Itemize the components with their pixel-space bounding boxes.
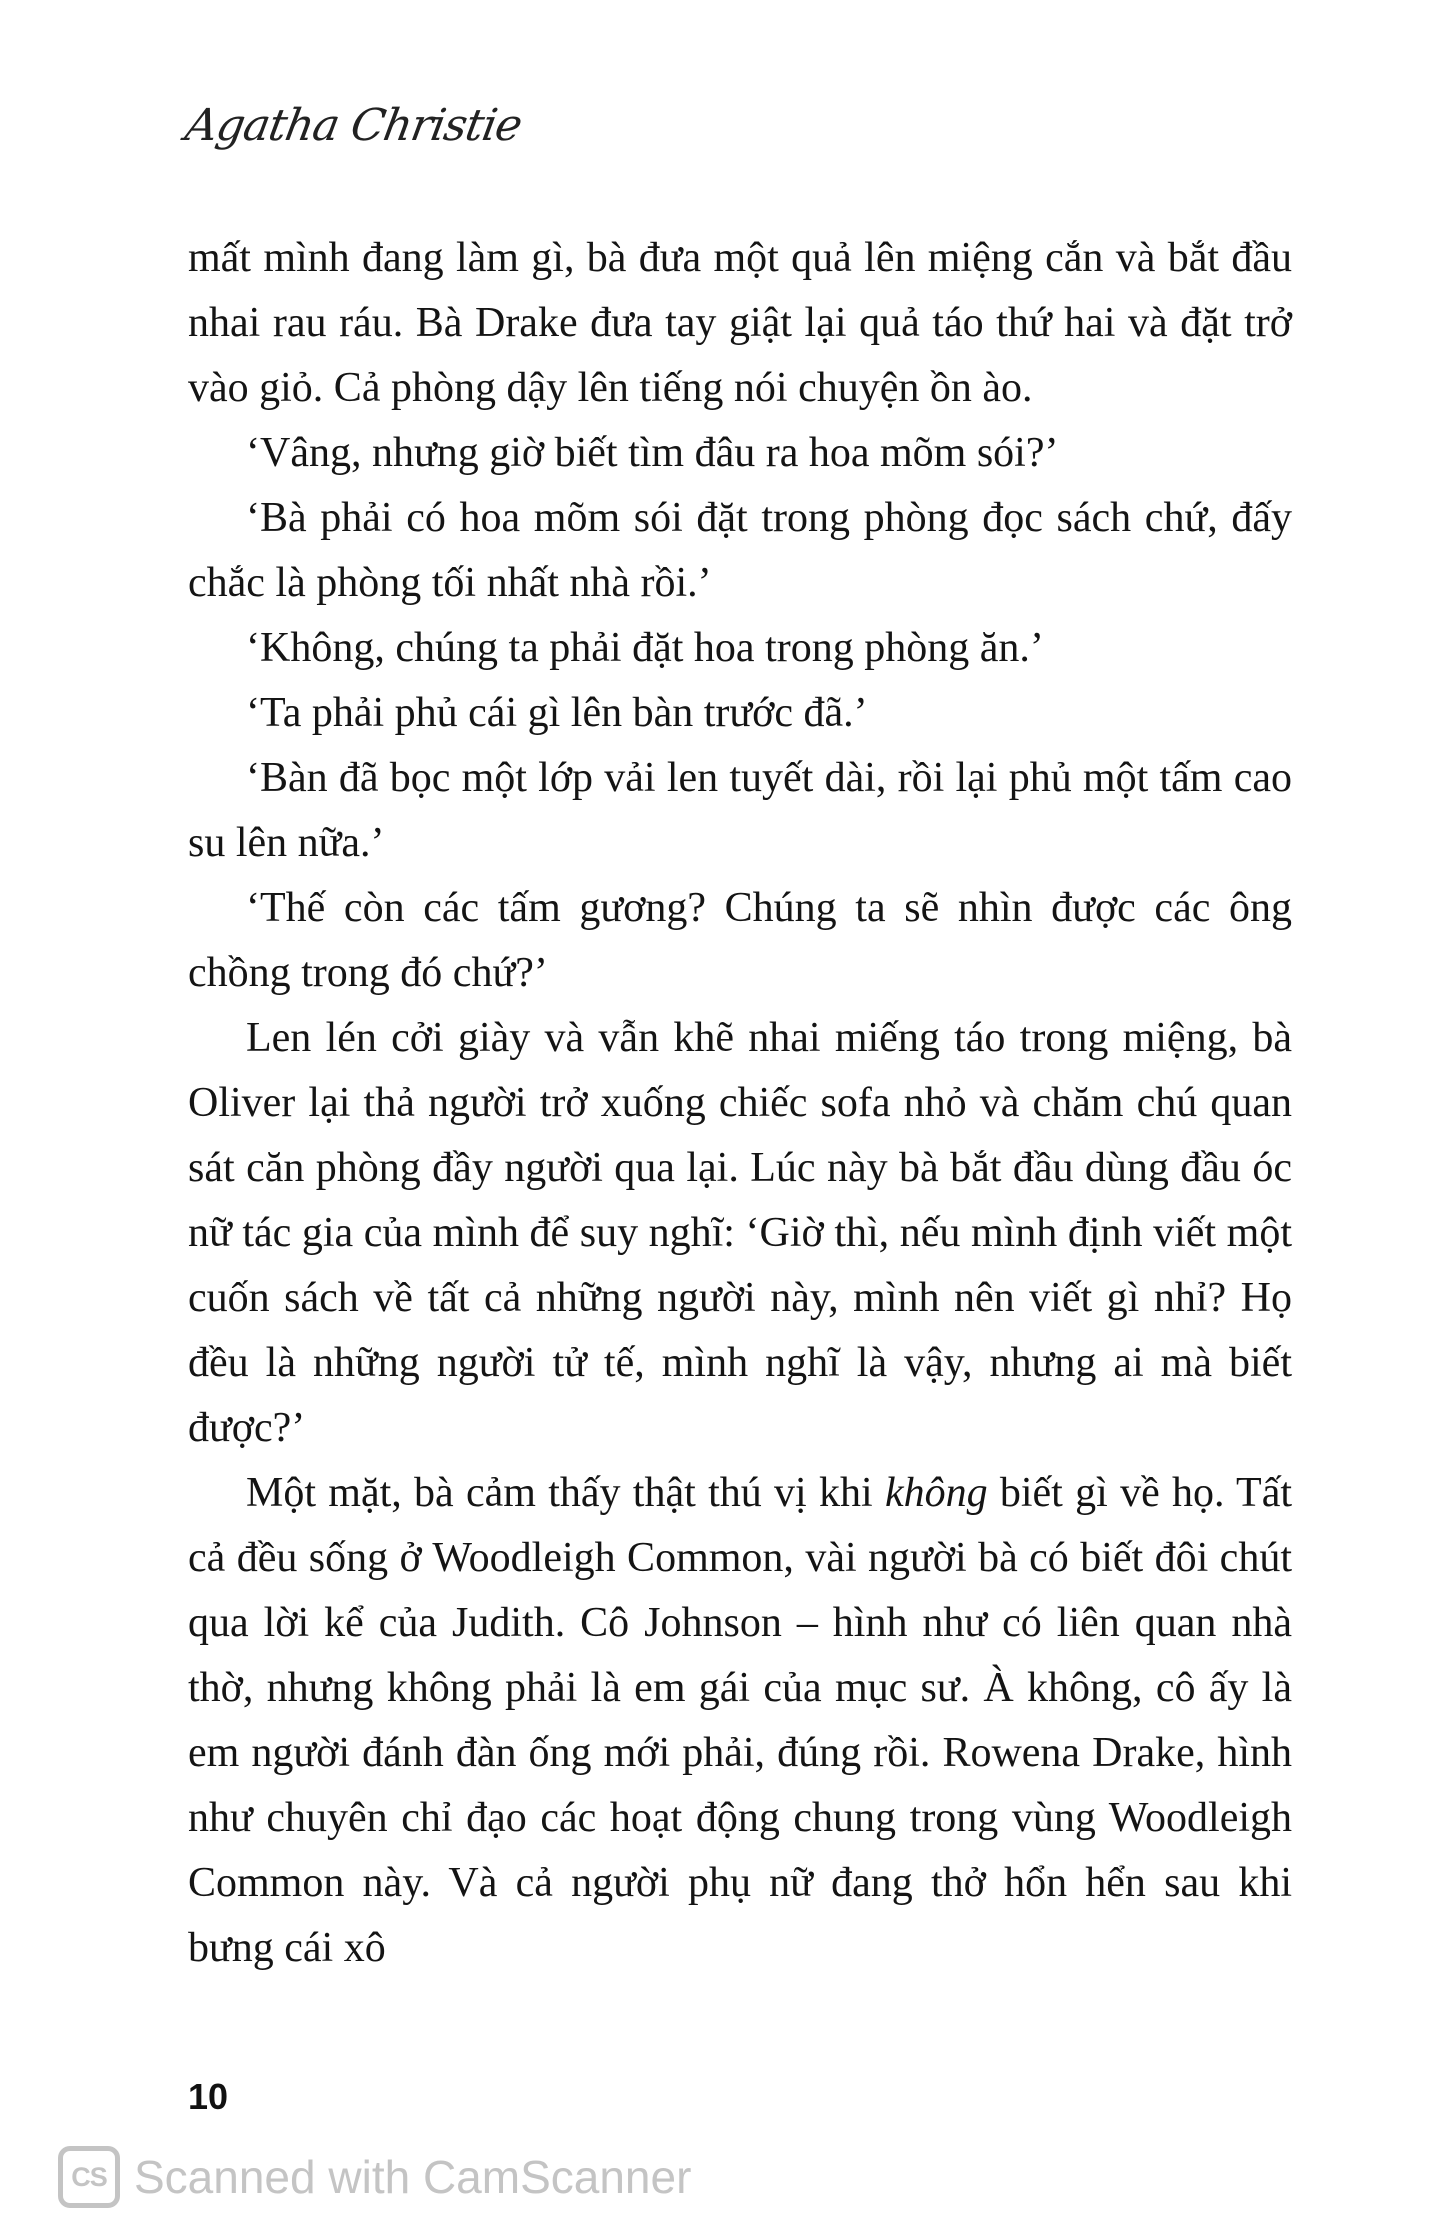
paragraph: ‘Bàn đã bọc một lớp vải len tuyết dài, rồi lại phủ một tấm cao su lên nữa.’ — [188, 755, 1292, 866]
paragraph: Len lén cởi giày và vẫn khẽ nhai miếng táo trong miệng, bà Oliver lại thả người trở xuống chiếc sofa nhỏ và chăm chú quan sát căn phòng đầy người qua lại. Lúc này bà bắt đầu dùng đầu óc nữ tác gia của mình để suy nghĩ: ‘Giờ thì, nếu mình định viết một cuốn sách về tất cả những người này, mình nên viết gì nhỉ? Họ đều là những người tử tế, mình nghĩ là vậy, nhưng ai mà biết được?’ — [188, 1015, 1292, 1451]
paragraph: ‘Không, chúng ta phải đặt hoa trong phòng ăn.’ — [246, 625, 1044, 671]
paragraph-text: Một mặt, bà cảm thấy thật thú vị khi — [246, 1470, 885, 1516]
paragraph — [188, 1461, 1292, 1981]
paragraph: mất mình đang làm gì, bà đưa một quả lên miệng cắn và bắt đầu nhai rau ráu. Bà Drake đưa tay giật lại quả táo thứ hai và đặt trở vào giỏ. Cả phòng dậy lên tiếng nói chuyện ồn ào. — [188, 235, 1292, 411]
italic-emphasis: không — [884, 1470, 988, 1516]
paragraph: ‘Vâng, nhưng giờ biết tìm đâu ra hoa mõm sói?’ — [246, 430, 1059, 476]
camscanner-logo-icon: CS — [58, 2146, 120, 2208]
page-number: 10 — [188, 2076, 229, 2117]
paragraph: ‘Thế còn các tấm gương? Chúng ta sẽ nhìn được các ông chồng trong đó chứ?’ — [188, 885, 1292, 996]
author-signature: Agatha Christie — [181, 100, 526, 151]
scanner-watermark — [58, 2146, 691, 2208]
paragraph-text: biết gì về họ. Tất cả đều sống ở Woodleigh Common, vài người bà có biết đôi chút qua lời kể của Judith. Cô Johnson – hình như có liên quan nhà thờ, nhưng không phải là em gái của mục sư. À không, cô ấy là em người đánh đàn ống mới phải, đúng rồi. Rowena Drake, hình như chuyên chỉ đạo các hoạt động chung trong vùng Woodleigh Common này. Và cả người phụ nữ đang thở hổn hển sau khi bưng cái xô — [188, 1470, 1293, 1971]
watermark-text: Scanned with CamScanner — [134, 2151, 692, 2203]
page-body — [188, 226, 1292, 1981]
paragraph: ‘Ta phải phủ cái gì lên bàn trước đã.’ — [246, 690, 868, 736]
paragraph: ‘Bà phải có hoa mõm sói đặt trong phòng đọc sách chứ, đấy chắc là phòng tối nhất nhà rồi.’ — [188, 495, 1292, 606]
